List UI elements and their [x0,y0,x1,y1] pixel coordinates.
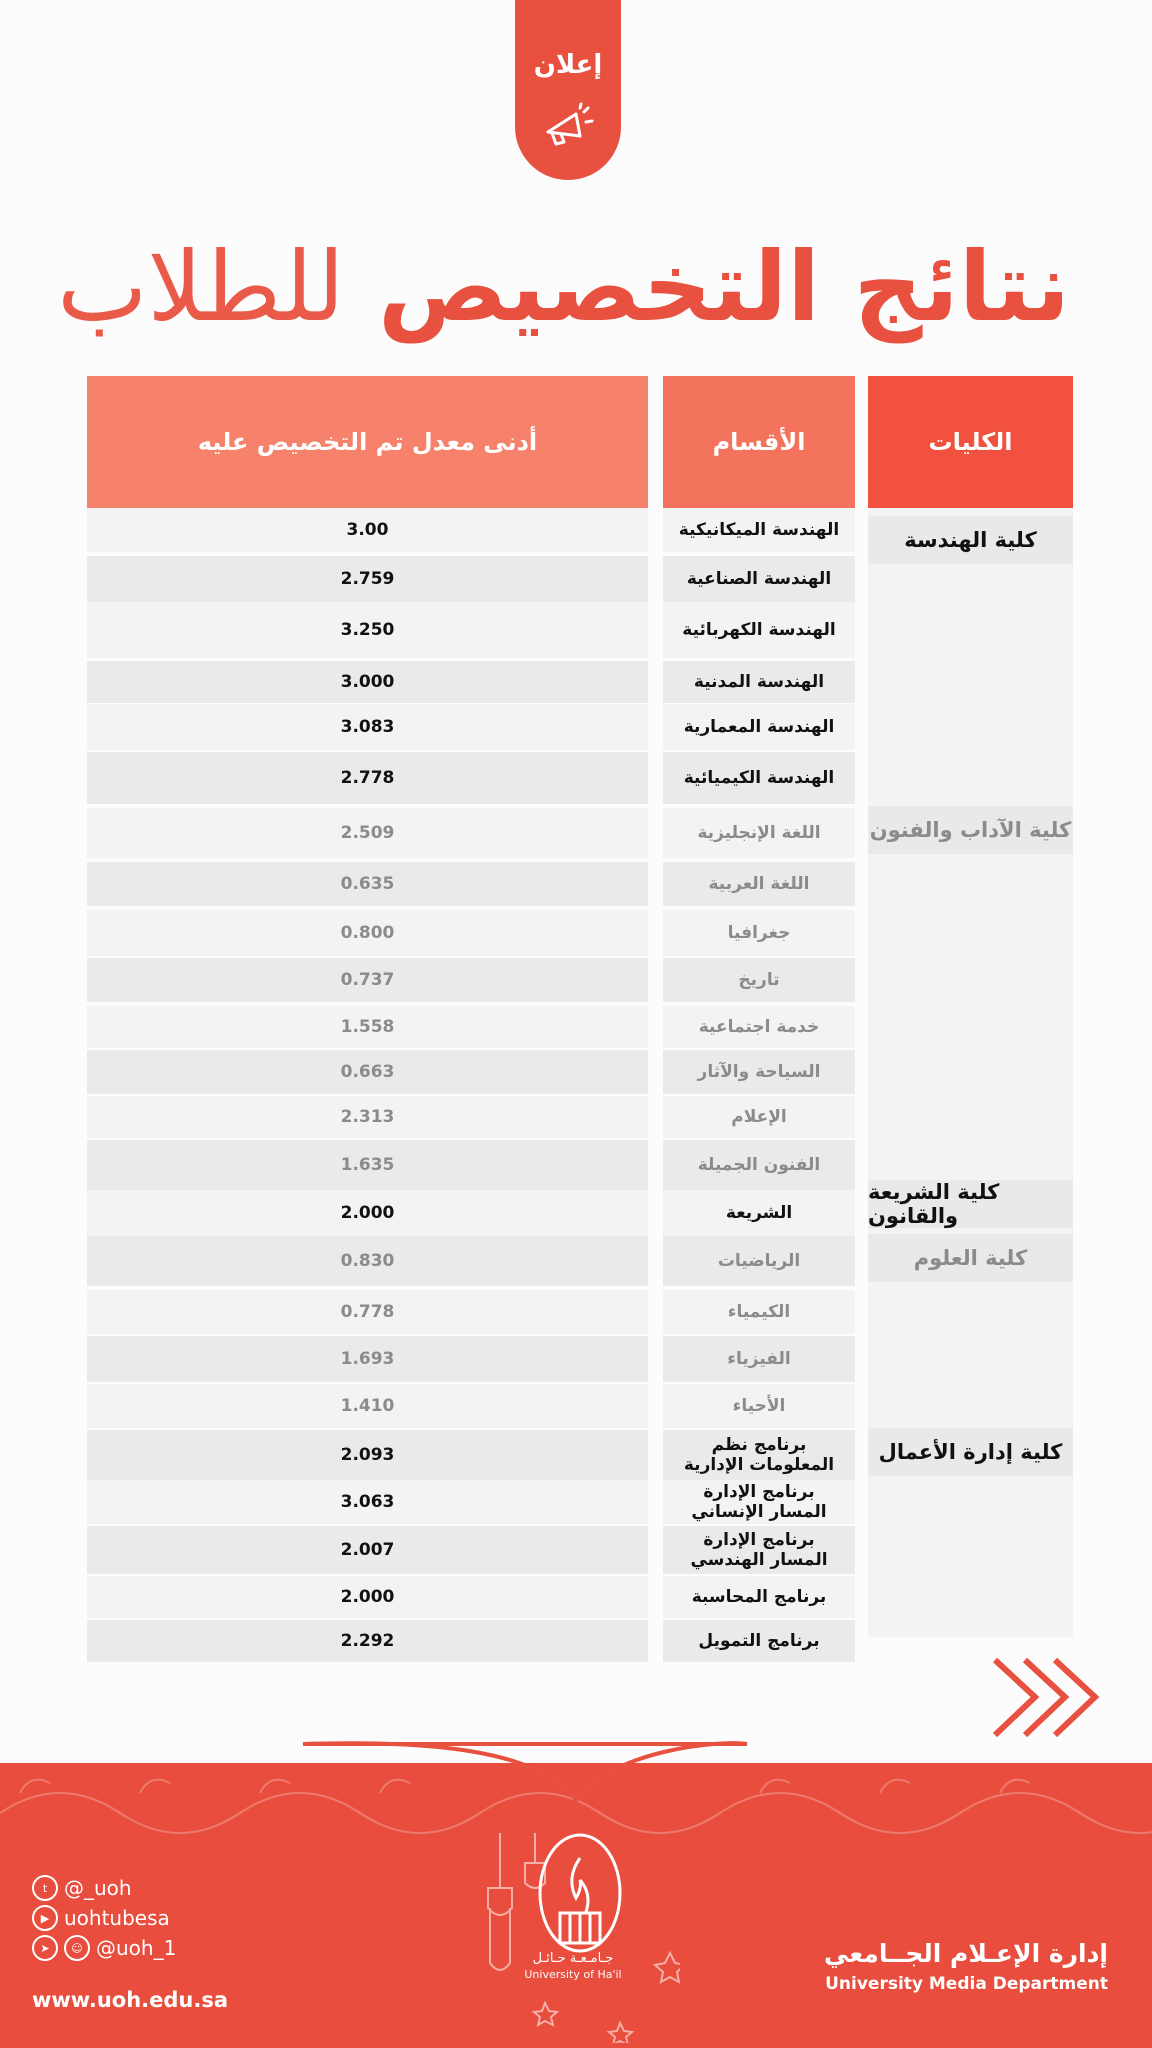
min-gpa-cell: 3.00 [87,508,648,552]
min-gpa-cell: 2.759 [87,556,648,602]
social-twitter[interactable] [32,1875,132,1901]
min-gpa-cell: 0.778 [87,1290,648,1334]
department-cell: برنامج المحاسبة [663,1576,855,1618]
department-cell: الرياضيات [663,1236,855,1286]
min-gpa-cell: 2.313 [87,1096,648,1138]
min-gpa-cell: 2.093 [87,1430,648,1480]
department-cell: الكيمياء [663,1290,855,1334]
social-telegram-snapchat[interactable] [32,1935,176,1961]
min-gpa-cell: 3.083 [87,704,648,750]
department-cell: السياحة والآثار [663,1050,855,1094]
telegram-handle: @uoh_1 [96,1936,177,1960]
min-gpa-cell: 0.800 [87,910,648,956]
min-gpa-cell: 2.292 [87,1620,648,1662]
department-cell: خدمة اجتماعية [663,1006,855,1048]
min-gpa-cell: 3.250 [87,602,648,658]
min-gpa-cell: 3.063 [87,1480,648,1524]
department-cell: جغرافيا [663,910,855,956]
college-business: كلية إدارة الأعمال [868,1428,1073,1476]
department-cell: الهندسة الميكانيكية [663,508,855,552]
departments-header: الأقسام [663,376,855,508]
min-gpa-cell: 2.007 [87,1526,648,1574]
page-title [57,212,1070,362]
min-gpa-cell: 1.635 [87,1140,648,1190]
social-youtube[interactable] [32,1905,170,1931]
min-gpa-cell: 3.000 [87,661,648,703]
twitter-handle: @_uoh [64,1876,132,1900]
colleges-header: الكليات [868,376,1073,508]
media-department-en: University Media Department [825,1974,1108,1994]
megaphone-icon [540,102,596,150]
department-cell: برنامج التمويل [663,1620,855,1662]
department-cell: تاريخ [663,958,855,1002]
telegram-icon: ➤ [32,1935,58,1961]
department-cell: الشريعة [663,1190,855,1236]
media-department-ar: إدارة الإعـلام الجــامعي [824,1939,1108,1968]
department-cell: الهندسة المعمارية [663,704,855,750]
min-gpa-cell: 1.693 [87,1336,648,1382]
college-science: كلية العلوم [868,1234,1073,1282]
college-sharia: كلية الشريعة والقانون [868,1180,1073,1228]
department-cell: الفيزياء [663,1336,855,1382]
university-logo [460,1833,680,2043]
min-gpa-cell: 1.558 [87,1006,648,1048]
min-gpa-cell: 2.509 [87,808,648,858]
min-gpa-cell: 0.830 [87,1236,648,1286]
min-gpa-cell: 0.737 [87,958,648,1002]
department-cell: برنامج الإدارة المسار الهندسي [663,1526,855,1574]
title-main: نتائج التخصيص [377,231,1070,343]
department-cell: الفنون الجميلة [663,1140,855,1190]
department-cell: الهندسة المدنية [663,661,855,703]
department-cell: اللغة العربية [663,862,855,906]
logo-english-name: University of Ha'il [524,1968,622,1981]
youtube-icon: ▶ [32,1905,58,1931]
min-gpa-cell: 2.778 [87,752,648,804]
min-gpa-column [87,376,648,1651]
department-cell: الهندسة الكهربائية [663,602,855,658]
announcement-badge [515,0,621,180]
youtube-handle: uohtubesa [64,1906,170,1930]
min-gpa-cell: 1.410 [87,1384,648,1428]
department-cell: اللغة الإنجليزية [663,808,855,858]
logo-arabic-name: جـامـعـة حـائـل [532,1951,614,1966]
min-gpa-cell: 2.000 [87,1190,648,1236]
book-outline-icon [0,1700,1152,1840]
department-cell: الإعلام [663,1096,855,1138]
college-engineering: كلية الهندسة [868,516,1073,564]
title-sub: للطلاب [57,231,345,343]
department-cell: برنامج الإدارة المسار الإنساني [663,1480,855,1524]
min-gpa-cell: 2.000 [87,1576,648,1618]
colleges-column [868,376,1073,508]
departments-column [663,376,855,1651]
website-link[interactable]: www.uoh.edu.sa [32,1988,229,2012]
department-cell: الهندسة الكيميائية [663,752,855,804]
department-cell: برنامج نظم المعلومات الإدارية [663,1430,855,1480]
snapchat-icon: ☺ [64,1935,90,1961]
min-gpa-cell: 0.635 [87,862,648,906]
department-cell: الأحياء [663,1384,855,1428]
min-gpa-header: أدنى معدل تم التخصيص عليه [87,376,648,508]
twitter-icon: t [32,1875,58,1901]
college-arts: كلية الآداب والفنون [868,806,1073,854]
department-cell: الهندسة الصناعية [663,556,855,602]
badge-label: إعلان [533,50,603,80]
min-gpa-cell: 0.663 [87,1050,648,1094]
